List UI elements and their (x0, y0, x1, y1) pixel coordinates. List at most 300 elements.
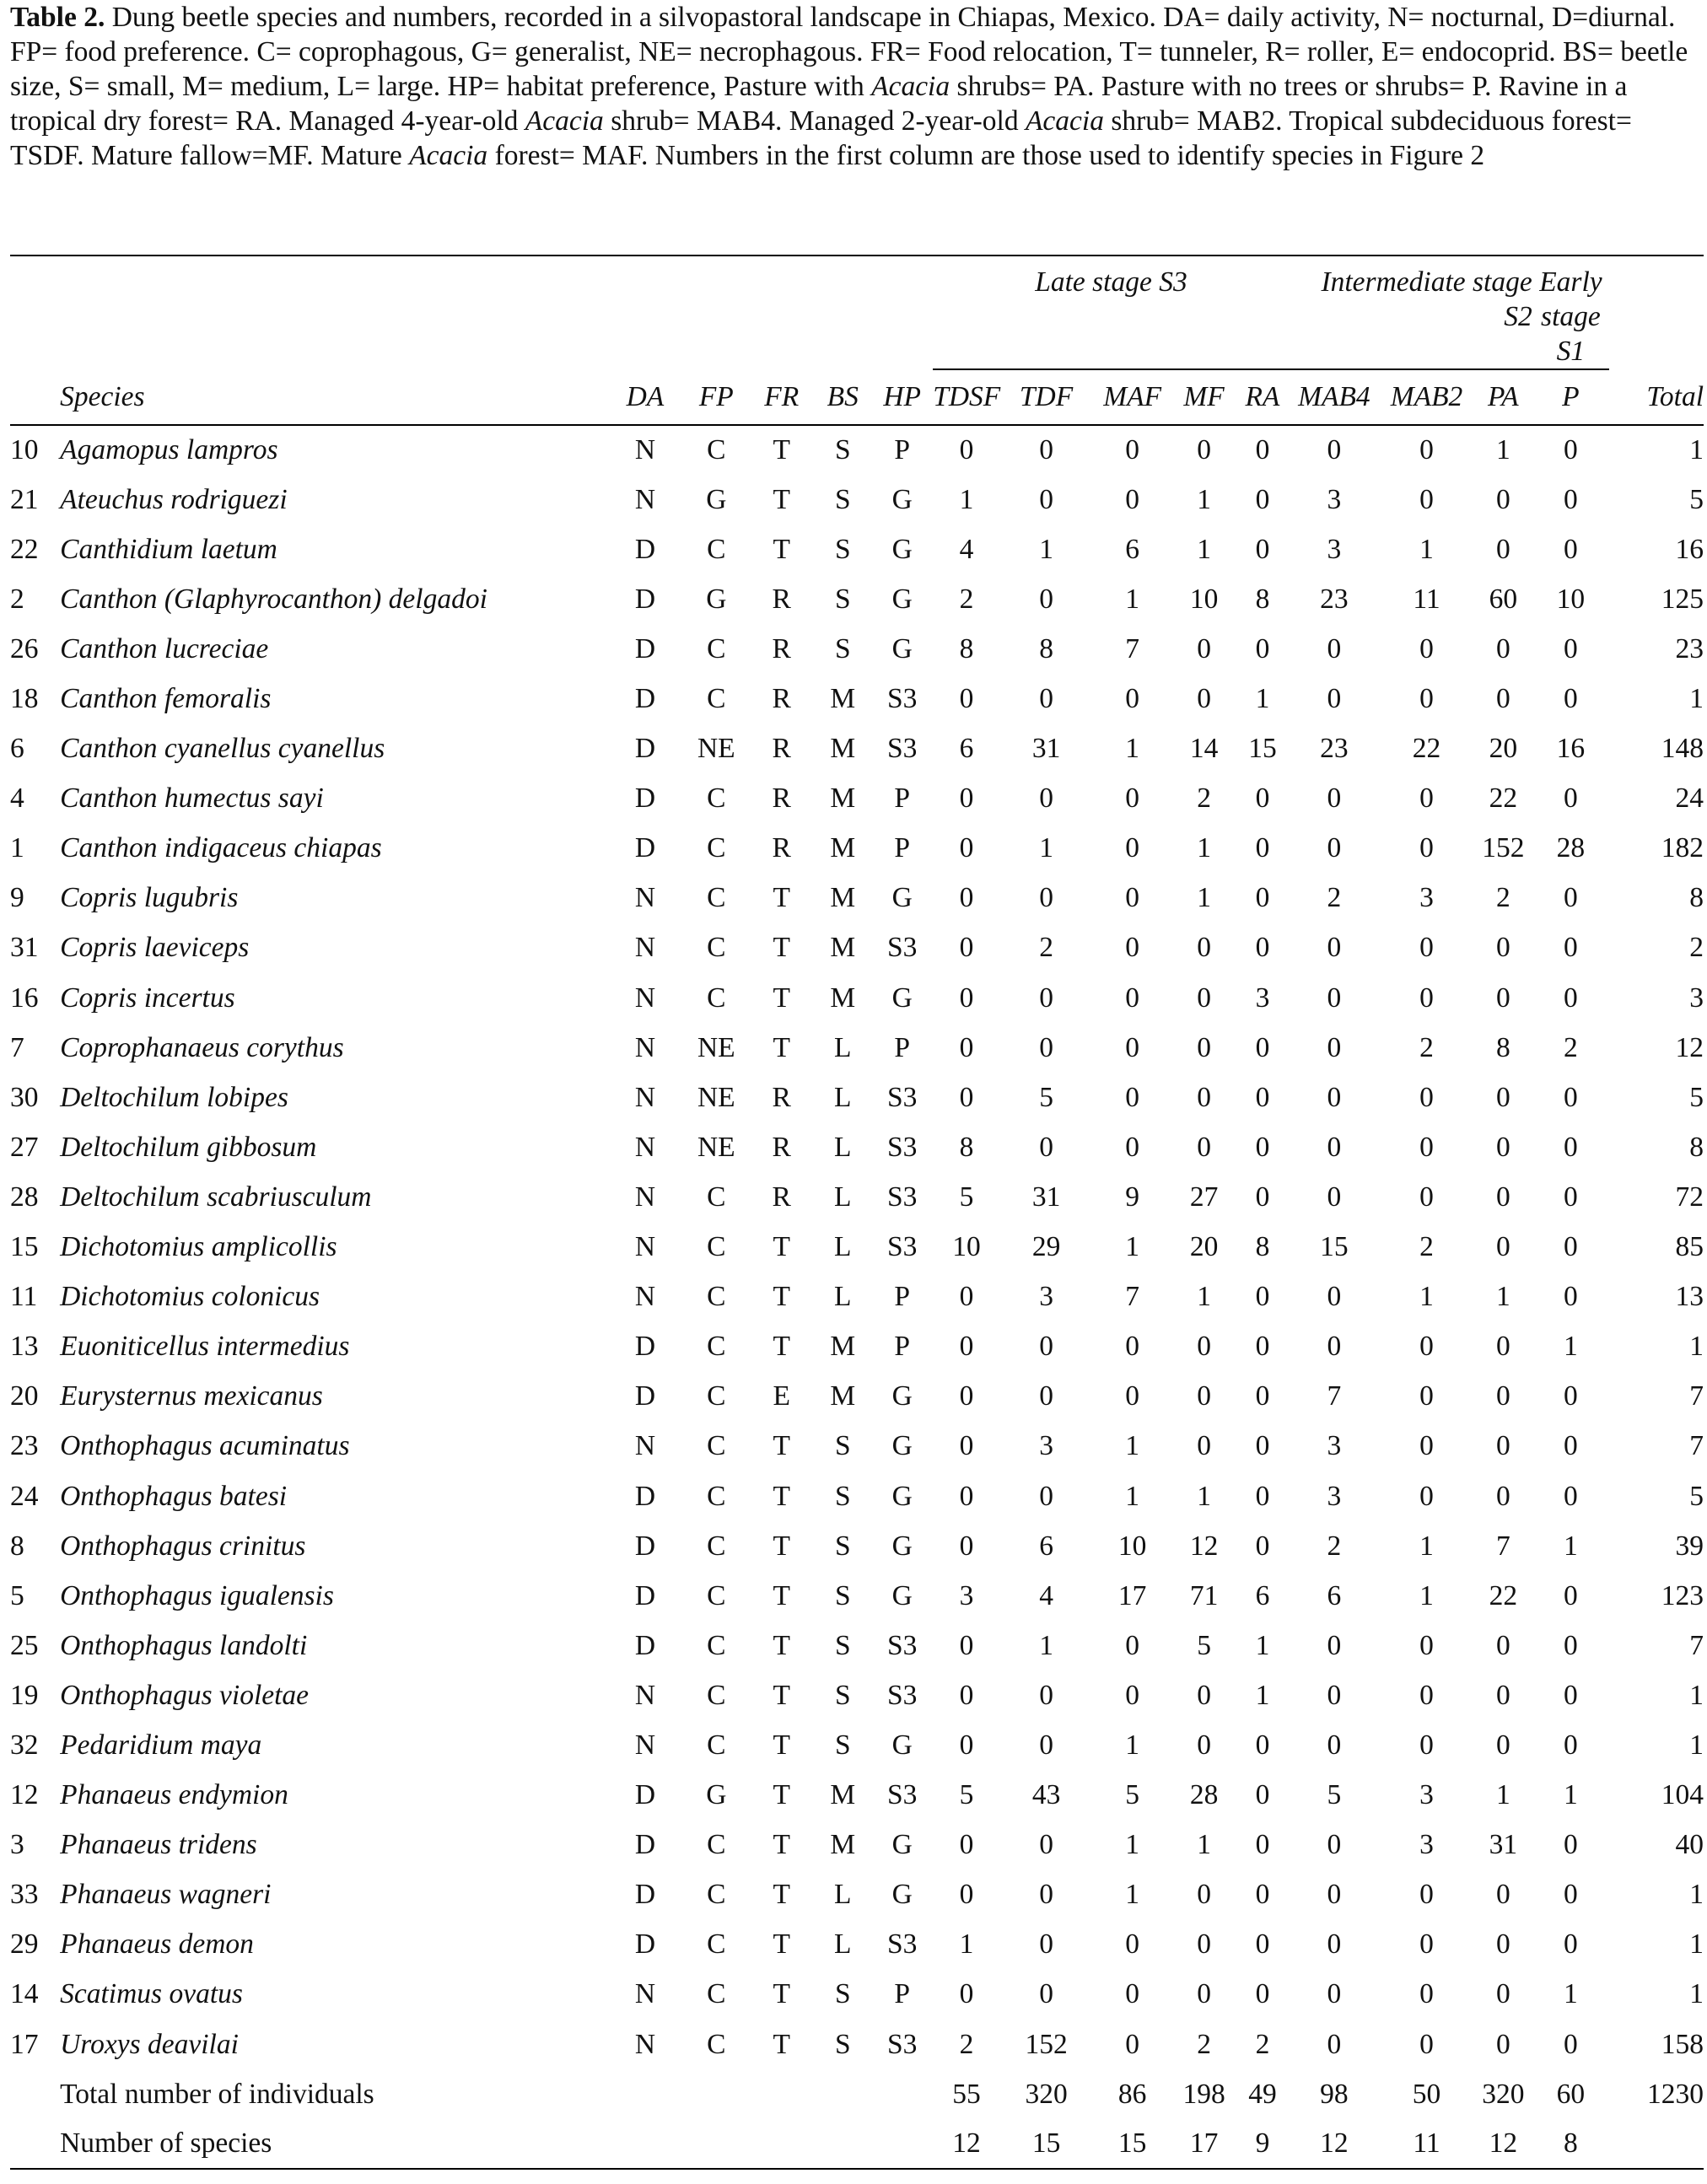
trait-cell: T (773, 982, 790, 1014)
count-cell: 0 (1495, 1928, 1510, 1961)
count-cell: 0 (1327, 434, 1342, 466)
count-cell: 0 (1327, 932, 1342, 964)
count-cell: 2 (1419, 1231, 1434, 1263)
count-cell: 1 (1125, 733, 1140, 765)
total-cell: 5 (1689, 1081, 1704, 1113)
group-intermediate-line2: S2 (1504, 301, 1532, 332)
count-cell: 0 (1564, 632, 1578, 664)
trait-cell: L (834, 1231, 852, 1263)
count-cell: 0 (1564, 683, 1578, 715)
total-cell: 8 (1689, 1131, 1704, 1163)
summary-count: 198 (1182, 2078, 1225, 2110)
table-row (10, 425, 1704, 475)
count-cell: 0 (1419, 1181, 1434, 1213)
count-cell: 0 (1197, 1679, 1211, 1711)
count-cell: 0 (1125, 683, 1140, 715)
count-cell: 8 (959, 632, 974, 664)
summary-count: 50 (1412, 2078, 1441, 2110)
total-cell: 2 (1689, 932, 1704, 964)
summary-spacer (10, 2069, 60, 2119)
species-name: Coprophanaeus corythus (60, 1031, 344, 1063)
count-cell: 0 (1564, 2028, 1578, 2060)
group-intermediate-line1: Intermediate stage (1321, 266, 1532, 298)
trait-cell: T (773, 2028, 790, 2060)
count-cell: 14 (1189, 733, 1219, 765)
trait-cell: T (773, 1231, 790, 1263)
trait-cell: P (894, 1281, 910, 1313)
species-id: 27 (10, 1131, 39, 1163)
trait-cell: T (773, 1729, 790, 1761)
trait-cell: C (707, 1530, 726, 1562)
count-cell: 0 (1564, 1181, 1578, 1213)
trait-cell: G (891, 583, 913, 615)
caption-text: forest= MAF. Numbers in the first column are those used to identify species in Figure 2 (487, 140, 1485, 171)
column-header: RA (1236, 369, 1289, 425)
count-cell: 0 (1327, 982, 1342, 1014)
count-cell: 0 (959, 1829, 974, 1861)
trait-cell: G (891, 982, 913, 1014)
trait-cell: D (634, 1629, 656, 1661)
species-name: Phanaeus wagneri (60, 1879, 272, 1911)
trait-cell: C (707, 882, 726, 914)
trait-cell: L (834, 1281, 852, 1313)
total-cell: 5 (1689, 1480, 1704, 1512)
trait-cell: C (707, 1181, 726, 1213)
species-id: 16 (10, 982, 39, 1014)
species-name: Copris lugubris (60, 882, 239, 914)
trait-cell: S (834, 2028, 851, 2060)
count-cell: 0 (959, 1629, 974, 1661)
trait-cell: D (634, 583, 656, 615)
total-cell: 1 (1689, 434, 1704, 466)
species-id: 12 (10, 1779, 39, 1811)
count-cell: 0 (1255, 1281, 1270, 1313)
count-cell: 0 (1197, 1331, 1211, 1363)
count-cell: 0 (1495, 483, 1510, 515)
column-header: Species (60, 369, 606, 425)
group-intermediate-stage (1290, 256, 1532, 369)
table-row (10, 1621, 1704, 1670)
count-cell: 0 (1495, 1231, 1510, 1263)
count-cell: 1 (1039, 832, 1053, 864)
trait-cell: N (634, 932, 656, 964)
count-cell: 1 (1419, 1281, 1434, 1313)
count-cell: 1 (1125, 1480, 1140, 1512)
group-early-line2: stage (1541, 301, 1601, 332)
count-cell: 0 (1255, 1031, 1270, 1063)
count-cell: 0 (959, 1530, 974, 1562)
count-cell: 0 (959, 932, 974, 964)
summary-count: 9 (1255, 2128, 1270, 2160)
count-cell: 0 (1564, 1281, 1578, 1313)
count-cell: 0 (1125, 832, 1140, 864)
table-row (10, 1023, 1704, 1073)
count-cell: 0 (1419, 1928, 1434, 1961)
count-cell: 15 (1320, 1231, 1349, 1263)
count-cell: 3 (1419, 1829, 1434, 1861)
count-cell: 15 (1248, 733, 1277, 765)
species-name: Onthophagus crinitus (60, 1530, 306, 1562)
count-cell: 8 (959, 1131, 974, 1163)
trait-cell: R (772, 1131, 791, 1163)
trait-cell: T (773, 1978, 790, 2010)
count-cell: 0 (1495, 1331, 1510, 1363)
species-id: 17 (10, 2028, 39, 2060)
column-header-row (10, 369, 1704, 425)
count-cell: 0 (1419, 1081, 1434, 1113)
species-id: 4 (10, 783, 24, 815)
trait-cell: C (707, 832, 726, 864)
count-cell: 0 (1125, 882, 1140, 914)
count-cell: 10 (952, 1231, 981, 1263)
count-cell: 0 (1419, 632, 1434, 664)
count-cell: 0 (1255, 533, 1270, 565)
trait-cell: D (634, 1579, 656, 1611)
count-cell: 23 (1320, 733, 1349, 765)
trait-cell: T (773, 1480, 790, 1512)
species-name: Onthophagus landolti (60, 1629, 308, 1661)
trait-cell: R (772, 583, 791, 615)
species-name: Canthon femoralis (60, 683, 272, 715)
count-cell: 31 (1031, 1181, 1061, 1213)
count-cell: 0 (959, 1480, 974, 1512)
species-id: 13 (10, 1331, 39, 1363)
summary-total (1609, 2119, 1704, 2169)
table-row (10, 624, 1704, 674)
count-cell: 0 (1564, 1380, 1578, 1412)
trait-cell: C (707, 1928, 726, 1961)
count-cell: 0 (1495, 2028, 1510, 2060)
trait-cell: S3 (886, 1081, 918, 1113)
count-cell: 2 (1327, 882, 1342, 914)
count-cell: 0 (1125, 1629, 1140, 1661)
summary-count: 12 (1489, 2128, 1518, 2160)
species-name: Eurysternus mexicanus (60, 1380, 323, 1412)
summary-count: 60 (1556, 2078, 1586, 2110)
count-cell: 0 (1564, 533, 1578, 565)
total-cell: 13 (1675, 1281, 1704, 1313)
caption-acacia: Acacia (525, 105, 604, 137)
count-cell: 11 (1413, 583, 1440, 615)
total-cell: 3 (1689, 982, 1704, 1014)
column-header: FP (684, 369, 749, 425)
column-header: MAB2 (1379, 369, 1474, 425)
count-cell: 1 (1125, 1879, 1140, 1911)
trait-cell: L (834, 1031, 852, 1063)
trait-cell: S (834, 434, 851, 466)
trait-cell: N (634, 1081, 656, 1113)
trait-cell: S (834, 632, 851, 664)
trait-cell: M (830, 932, 856, 964)
trait-cell: S (834, 1430, 851, 1462)
trait-cell: C (707, 2028, 726, 2060)
summary-count: 86 (1117, 2078, 1147, 2110)
species-id: 26 (10, 632, 39, 664)
trait-cell: C (707, 1430, 726, 1462)
trait-cell: D (634, 533, 656, 565)
trait-cell: C (707, 1231, 726, 1263)
count-cell: 0 (1495, 1978, 1510, 2010)
count-cell: 0 (1125, 1380, 1140, 1412)
count-cell: 1 (959, 483, 974, 515)
trait-cell: N (634, 1031, 656, 1063)
trait-cell: C (707, 533, 726, 565)
trait-cell: G (891, 632, 913, 664)
count-cell: 0 (1125, 1081, 1140, 1113)
trait-cell: T (773, 932, 790, 964)
count-cell: 1 (1564, 1779, 1578, 1811)
species-id: 25 (10, 1629, 39, 1661)
count-cell: 31 (1031, 733, 1061, 765)
count-cell: 0 (1419, 982, 1434, 1014)
count-cell: 0 (1564, 1430, 1578, 1462)
count-cell: 10 (1189, 583, 1219, 615)
trait-cell: S3 (886, 1629, 918, 1661)
count-cell: 4 (959, 533, 974, 565)
count-cell: 1 (1197, 1829, 1211, 1861)
table-row (10, 1720, 1704, 1770)
trait-cell: C (707, 683, 726, 715)
trait-cell: M (830, 1829, 856, 1861)
column-header: MAF (1092, 369, 1172, 425)
total-cell: 24 (1675, 783, 1704, 815)
species-name: Deltochilum lobipes (60, 1081, 288, 1113)
count-cell: 0 (1255, 1480, 1270, 1512)
trait-cell: T (773, 1879, 790, 1911)
total-cell: 125 (1661, 583, 1704, 615)
species-name: Pedaridium maya (60, 1729, 262, 1761)
trait-cell: NE (697, 1131, 735, 1163)
count-cell: 0 (959, 1679, 974, 1711)
summary-count: 320 (1482, 2078, 1525, 2110)
species-id: 9 (10, 882, 24, 914)
column-header: MAB4 (1290, 369, 1379, 425)
count-cell: 3 (1419, 882, 1434, 914)
count-cell: 0 (1495, 932, 1510, 964)
trait-cell: G (891, 1480, 913, 1512)
count-cell: 71 (1189, 1579, 1219, 1611)
count-cell: 12 (1189, 1530, 1219, 1562)
count-cell: 0 (1564, 932, 1578, 964)
total-cell: 1 (1689, 1729, 1704, 1761)
summary-count: 55 (952, 2078, 981, 2110)
count-cell: 17 (1117, 1579, 1147, 1611)
count-cell: 0 (1419, 932, 1434, 964)
count-cell: 0 (1419, 1430, 1434, 1462)
count-cell: 0 (1327, 1181, 1342, 1213)
trait-cell: D (634, 1879, 656, 1911)
count-cell: 0 (1564, 1629, 1578, 1661)
count-cell: 0 (1564, 434, 1578, 466)
total-cell: 8 (1689, 882, 1704, 914)
table-row (10, 923, 1704, 973)
count-cell: 1 (1197, 533, 1211, 565)
count-cell: 0 (1327, 1629, 1342, 1661)
table-row (10, 674, 1704, 724)
count-cell: 8 (1495, 1031, 1510, 1063)
trait-cell: M (830, 1779, 856, 1811)
trait-cell: NE (697, 1031, 735, 1063)
count-cell: 0 (1039, 1879, 1053, 1911)
count-cell: 0 (1255, 1879, 1270, 1911)
table-row (10, 1670, 1704, 1720)
count-cell: 0 (1125, 434, 1140, 466)
count-cell: 0 (959, 882, 974, 914)
trait-cell: T (773, 533, 790, 565)
summary-count: 15 (1031, 2128, 1061, 2160)
count-cell: 0 (1564, 1081, 1578, 1113)
count-cell: 28 (1556, 832, 1586, 864)
species-id: 18 (10, 683, 39, 715)
count-cell: 1 (1125, 1729, 1140, 1761)
trait-cell: D (634, 1928, 656, 1961)
trait-cell: S (834, 583, 851, 615)
count-cell: 0 (1419, 483, 1434, 515)
table-row (10, 1422, 1704, 1471)
species-name: Deltochilum gibbosum (60, 1131, 317, 1163)
species-id: 19 (10, 1679, 39, 1711)
species-name: Copris laeviceps (60, 932, 250, 964)
trait-cell: T (773, 1928, 790, 1961)
table-row (10, 1322, 1704, 1372)
trait-cell: N (634, 882, 656, 914)
count-cell: 0 (959, 1879, 974, 1911)
group-header-row (10, 256, 1704, 369)
species-id: 14 (10, 1978, 39, 2010)
count-cell: 0 (1197, 1978, 1211, 2010)
trait-cell: D (634, 1530, 656, 1562)
species-name: Copris incertus (60, 982, 235, 1014)
count-cell: 0 (959, 434, 974, 466)
count-cell: 8 (1039, 632, 1053, 664)
count-cell: 1 (1495, 434, 1510, 466)
summary-count: 49 (1248, 2078, 1277, 2110)
trait-cell: C (707, 932, 726, 964)
count-cell: 3 (1255, 982, 1270, 1014)
trait-cell: P (894, 783, 910, 815)
table-row (10, 1223, 1704, 1272)
trait-cell: S3 (886, 1779, 918, 1811)
count-cell: 0 (1564, 982, 1578, 1014)
count-cell: 0 (1419, 1331, 1434, 1363)
count-cell: 152 (1025, 2028, 1068, 2060)
summary-count: 320 (1025, 2078, 1068, 2110)
count-cell: 0 (1039, 434, 1053, 466)
total-cell: 23 (1675, 632, 1704, 664)
trait-cell: S3 (886, 683, 918, 715)
trait-cell: G (891, 882, 913, 914)
count-cell: 0 (1125, 1131, 1140, 1163)
count-cell: 1 (1255, 683, 1270, 715)
trait-cell: S3 (886, 1231, 918, 1263)
count-cell: 0 (1327, 632, 1342, 664)
count-cell: 0 (1564, 1579, 1578, 1611)
trait-cell: P (894, 1331, 910, 1363)
species-name: Canthon lucreciae (60, 632, 269, 664)
count-cell: 0 (1564, 483, 1578, 515)
count-cell: 6 (959, 733, 974, 765)
table-row (10, 1970, 1704, 2020)
count-cell: 22 (1489, 783, 1518, 815)
count-cell: 0 (1255, 1829, 1270, 1861)
count-cell: 0 (1255, 483, 1270, 515)
count-cell: 28 (1189, 1779, 1219, 1811)
count-cell: 0 (1255, 1729, 1270, 1761)
species-name: Onthophagus violetae (60, 1679, 310, 1711)
count-cell: 0 (1039, 1480, 1053, 1512)
trait-cell: N (634, 434, 656, 466)
summary-row (10, 2069, 1704, 2119)
count-cell: 0 (1419, 1879, 1434, 1911)
trait-cell: S (834, 1679, 851, 1711)
count-cell: 0 (1495, 1430, 1510, 1462)
species-name: Ateuchus rodriguezi (60, 483, 288, 515)
caption-text: shrub= MAB4. Managed 2-year-old (603, 105, 1026, 137)
count-cell: 0 (1327, 2028, 1342, 2060)
caption-acacia: Acacia (409, 140, 488, 171)
count-cell: 0 (1419, 1480, 1434, 1512)
trait-cell: G (891, 1579, 913, 1611)
trait-cell: N (634, 1131, 656, 1163)
trait-cell: R (772, 632, 791, 664)
group-early-stage (1532, 256, 1609, 369)
trait-cell: M (830, 733, 856, 765)
column-header: MF (1172, 369, 1236, 425)
trait-cell: S3 (886, 1679, 918, 1711)
count-cell: 0 (1197, 1729, 1211, 1761)
species-id: 21 (10, 483, 39, 515)
trait-cell: N (634, 1430, 656, 1462)
count-cell: 0 (1039, 882, 1053, 914)
trait-cell: G (891, 533, 913, 565)
trait-cell: T (773, 1779, 790, 1811)
count-cell: 0 (1564, 1480, 1578, 1512)
column-header: HP (871, 369, 933, 425)
summary-spacer (10, 2119, 60, 2169)
trait-cell: M (830, 1331, 856, 1363)
count-cell: 23 (1320, 583, 1349, 615)
count-cell: 0 (1125, 2028, 1140, 2060)
trait-cell: T (773, 1629, 790, 1661)
count-cell: 2 (1197, 783, 1211, 815)
table-row (10, 874, 1704, 923)
count-cell: 6 (1255, 1579, 1270, 1611)
trait-cell: S (834, 483, 851, 515)
count-cell: 0 (1125, 1928, 1140, 1961)
count-cell: 9 (1125, 1181, 1140, 1213)
trait-cell: G (891, 483, 913, 515)
count-cell: 1 (1125, 583, 1140, 615)
count-cell: 0 (1495, 1181, 1510, 1213)
count-cell: 4 (1039, 1579, 1053, 1611)
total-cell: 1 (1689, 1978, 1704, 2010)
count-cell: 2 (1419, 1031, 1434, 1063)
trait-cell: L (834, 1879, 852, 1911)
count-cell: 0 (1197, 982, 1211, 1014)
trait-cell: N (634, 483, 656, 515)
count-cell: 0 (1125, 932, 1140, 964)
count-cell: 31 (1489, 1829, 1518, 1861)
count-cell: 0 (1327, 783, 1342, 815)
species-id: 15 (10, 1231, 39, 1263)
species-id: 2 (10, 583, 24, 615)
trait-cell: M (830, 1380, 856, 1412)
count-cell: 6 (1039, 1530, 1053, 1562)
count-cell: 0 (1125, 1679, 1140, 1711)
total-cell: 7 (1689, 1629, 1704, 1661)
trait-cell: M (830, 982, 856, 1014)
count-cell: 0 (1327, 1081, 1342, 1113)
